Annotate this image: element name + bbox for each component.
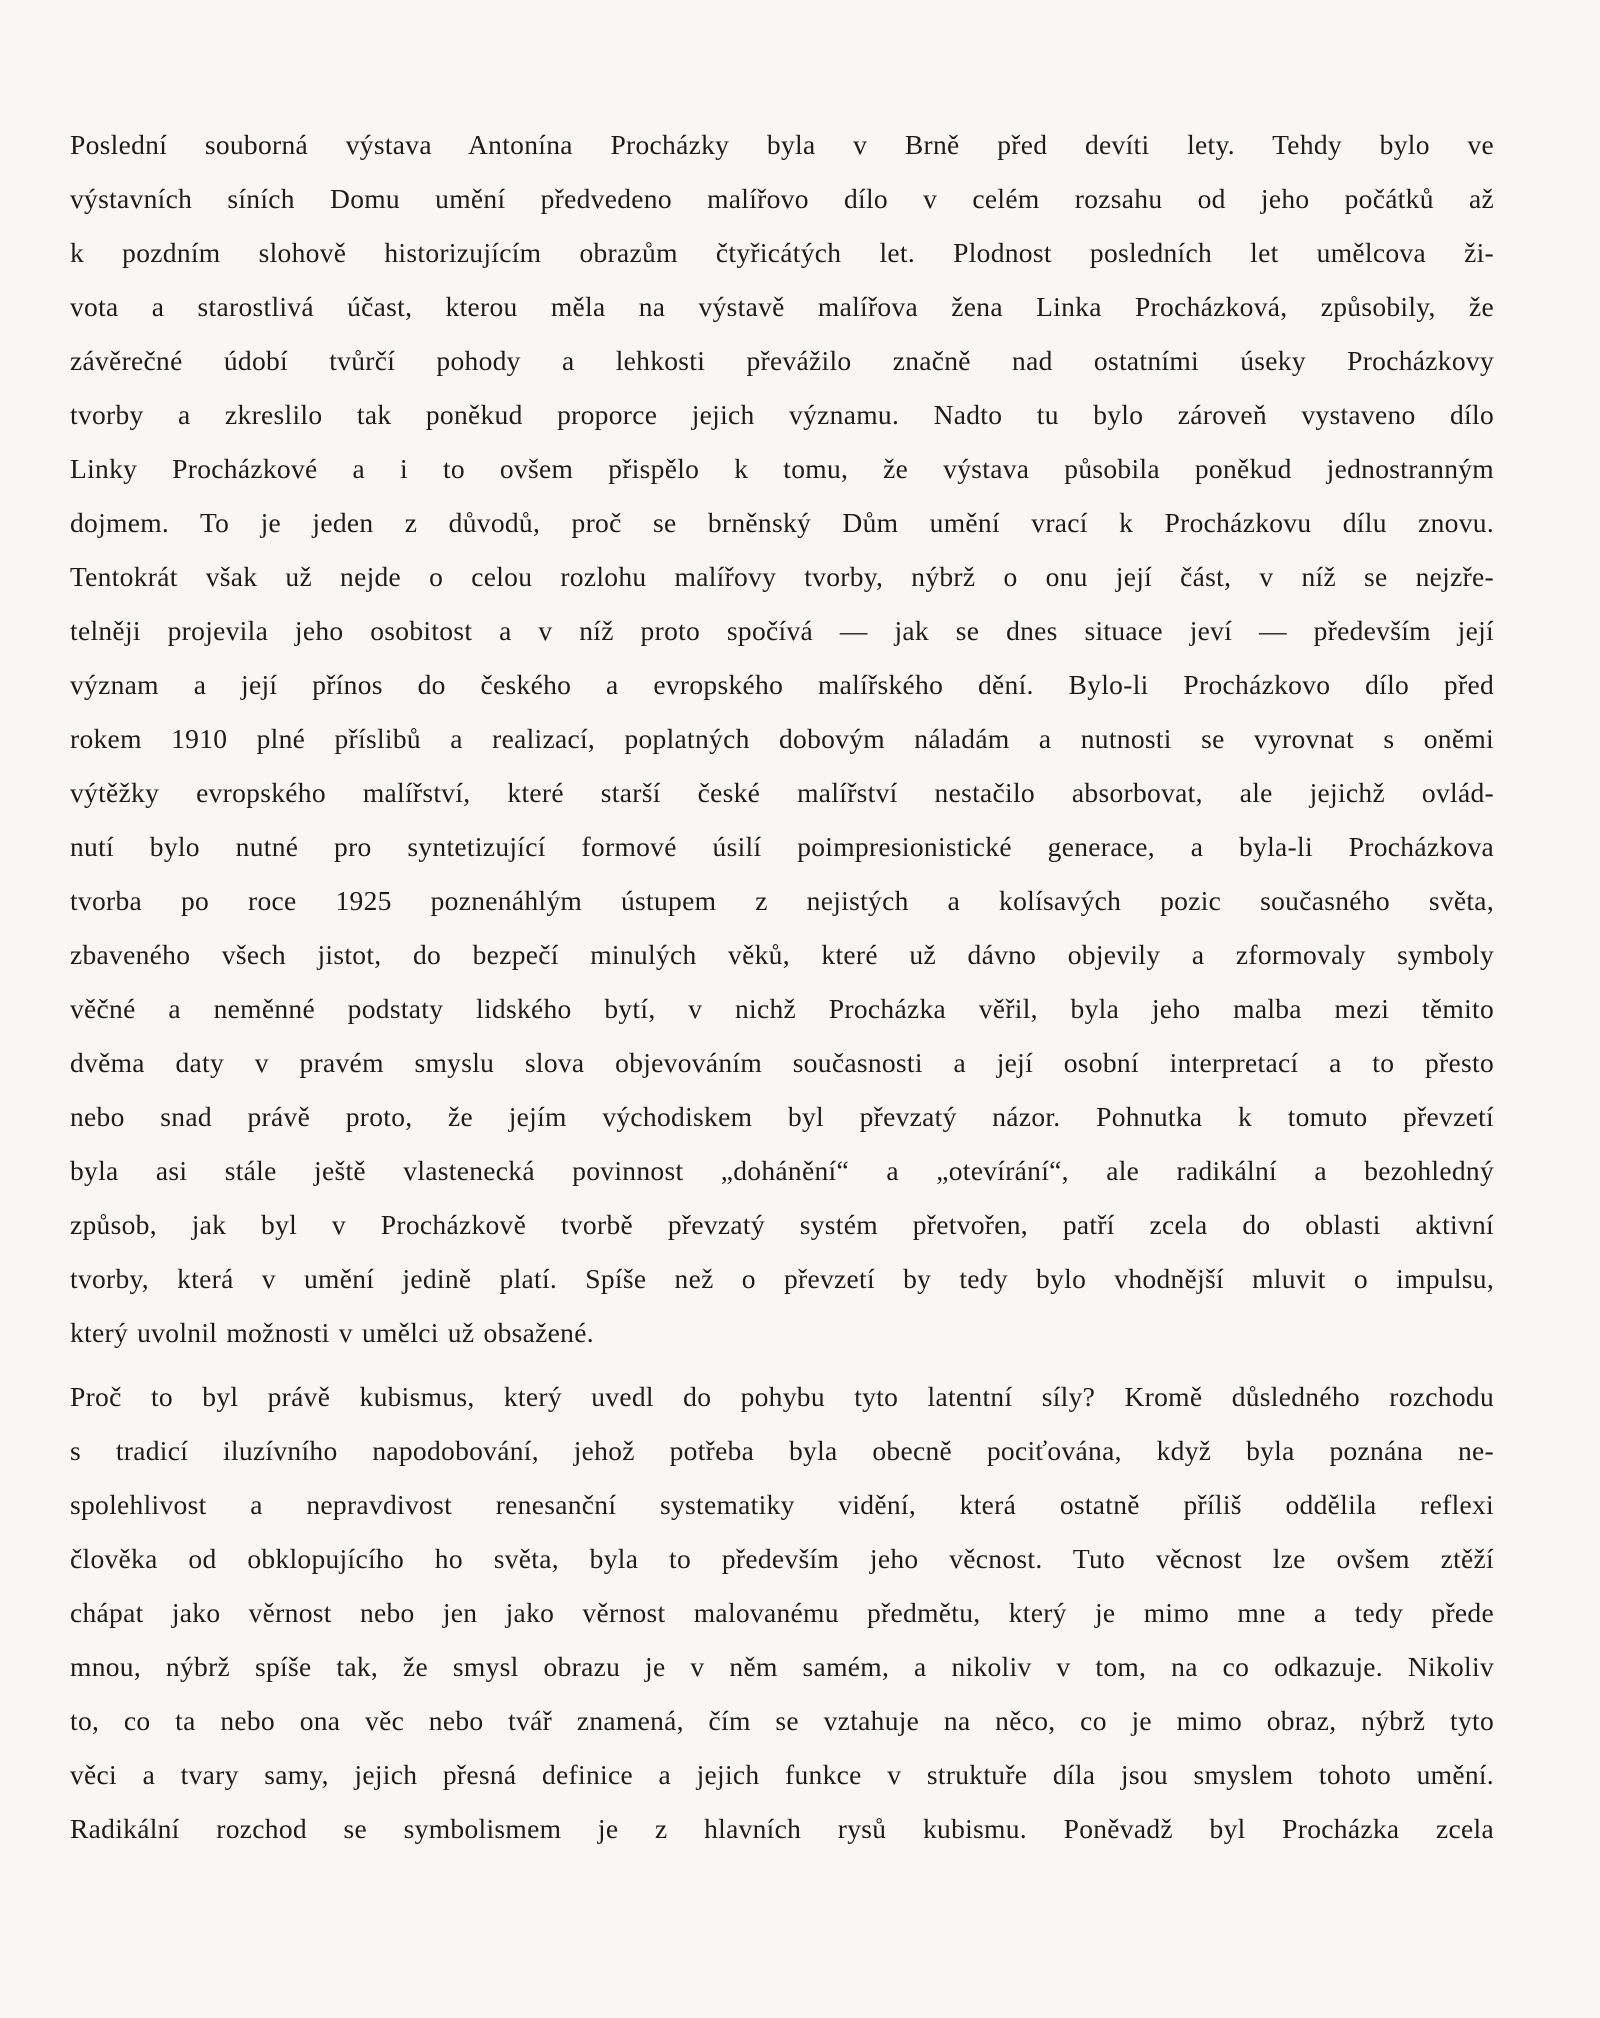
text-line: věčné a neměnné podstaty lidského bytí, v nichž Procházka věřil, byla jeho malba mezi těmito xyxy=(70,993,1494,1024)
text-line: který uvolnil možnosti v umělci už obsažené. xyxy=(70,1317,594,1348)
text-line: mnou, nýbrž spíše tak, že smysl obrazu je v něm samém, a nikoliv v tom, na co odkazuje. Nikoliv xyxy=(70,1651,1494,1682)
text-line: dvěma daty v pravém smyslu slova objevováním současnosti a její osobní interpretací a to přesto xyxy=(70,1047,1494,1078)
text-line: byla asi stále ještě vlastenecká povinnost „dohánění“ a „otevírání“, ale radikální a bezohledný xyxy=(70,1155,1494,1186)
text-line: chápat jako věrnost nebo jen jako věrnost malovanému předmětu, který je mimo mne a tedy přede xyxy=(70,1597,1494,1628)
text-line: tvorby, která v umění jedině platí. Spíše než o převzetí by tedy bylo vhodnější mluvit o impulsu, xyxy=(70,1263,1494,1294)
text-line: Proč to byl právě kubismus, který uvedl do pohybu tyto latentní síly? Kromě důsledného rozchodu xyxy=(70,1381,1494,1412)
text-line: to, co ta nebo ona věc nebo tvář znamená, čím se vztahuje na něco, co je mimo obraz, nýbrž tyto xyxy=(70,1705,1494,1736)
text-line: význam a její přínos do českého a evropského malířského dění. Bylo-li Procházkovo dílo před xyxy=(70,669,1494,700)
text-line: věci a tvary samy, jejich přesná definice a jejich funkce v struktuře díla jsou smyslem tohoto umění. xyxy=(70,1759,1494,1790)
text-line: člověka od obklopujícího ho světa, byla to především jeho věcnost. Tuto věcnost lze ovšem ztěží xyxy=(70,1543,1494,1574)
text-line: způsob, jak byl v Procházkově tvorbě převzatý systém přetvořen, patří zcela do oblasti aktivní xyxy=(70,1209,1494,1240)
text-line: telněji projevila jeho osobitost a v níž proto spočívá — jak se dnes situace jeví — především její xyxy=(70,615,1494,646)
paragraph-2 xyxy=(70,1370,1494,1856)
text-line: s tradicí iluzívního napodobování, jehož potřeba byla obecně pociťována, když byla poznána ne- xyxy=(70,1435,1494,1466)
text-line: k pozdním slohově historizujícím obrazům čtyřicátých let. Plodnost posledních let umělcova ži- xyxy=(70,237,1494,268)
text-line: vota a starostlivá účast, kterou měla na výstavě malířova žena Linka Procházková, způsobily, že xyxy=(70,291,1494,322)
text-line: Tentokrát však už nejde o celou rozlohu malířovy tvorby, nýbrž o onu její část, v níž se nejzře- xyxy=(70,561,1494,592)
text-line: rokem 1910 plné příslibů a realizací, poplatných dobovým náladám a nutnosti se vyrovnat s oněmi xyxy=(70,723,1494,754)
text-line: zbaveného všech jistot, do bezpečí minulých věků, které už dávno objevily a zformovaly symboly xyxy=(70,939,1494,970)
text-line: tvorba po roce 1925 poznenáhlým ústupem z nejistých a kolísavých pozic současného světa, xyxy=(70,885,1494,916)
text-line: tvorby a zkreslilo tak poněkud proporce jejich významu. Nadto tu bylo zároveň vystaveno dílo xyxy=(70,399,1494,430)
text-line: závěrečné údobí tvůrčí pohody a lehkosti převážilo značně nad ostatními úseky Procházkovy xyxy=(70,345,1494,376)
text-line: nebo snad právě proto, že jejím východiskem byl převzatý názor. Pohnutka k tomuto převzetí xyxy=(70,1101,1494,1132)
text-line: výtěžky evropského malířství, které starší české malířství nestačilo absorbovat, ale jejichž ovlád- xyxy=(70,777,1494,808)
text-line: Linky Procházkové a i to ovšem přispělo k tomu, že výstava působila poněkud jednostranným xyxy=(70,453,1494,484)
text-line: spolehlivost a nepravdivost renesanční systematiky vidění, která ostatně příliš oddělila reflexi xyxy=(70,1489,1494,1520)
text-line: dojmem. To je jeden z důvodů, proč se brněnský Dům umění vrací k Procházkovu dílu znovu. xyxy=(70,507,1494,538)
text-line: nutí bylo nutné pro syntetizující formové úsilí poimpresionistické generace, a byla-li Procházkova xyxy=(70,831,1494,862)
text-line: výstavních síních Domu umění předvedeno malířovo dílo v celém rozsahu od jeho počátků až xyxy=(70,183,1494,214)
paragraph-1 xyxy=(70,118,1494,1360)
text-line: Poslední souborná výstava Antonína Procházky byla v Brně před devíti lety. Tehdy bylo ve xyxy=(70,129,1494,160)
text-line: Radikální rozchod se symbolismem je z hlavních rysů kubismu. Poněvadž byl Procházka zcela xyxy=(70,1813,1494,1844)
